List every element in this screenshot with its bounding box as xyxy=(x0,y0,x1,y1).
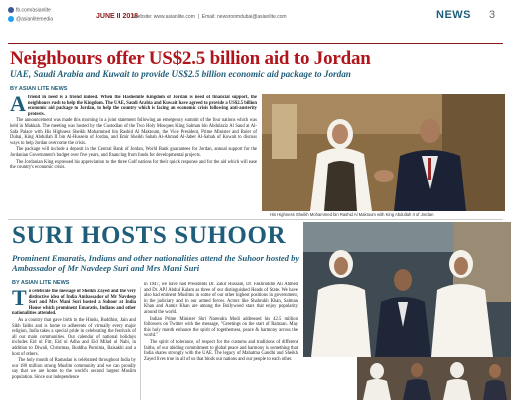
story1-photo xyxy=(262,94,505,211)
story2-dropcap: T xyxy=(12,289,27,310)
story1-paragraph: The announcement was made this morning in a joint statement following an emergency summit of the four nations which was held in Makkah. The meeting was hosted by the Custodian of the Two Holy Mosques King Salman bin Abdulaziz Al Saud at Al-Safa Palace with His Highness Sheikh Mohammed bin Rashid Al Maktoum, the Vice President, Prime Minister and Ruler of Dubai, King Abdullah II bin Al-Hussein of Jordan, and Emir Sheikh Sabah Al-Ahmad Al-Jaber Al-Sabah of Kuwait to discuss ways to help Jordan overcome the crisis. xyxy=(10,118,257,146)
story2-photo-secondary xyxy=(357,357,511,400)
story1-lead: friend in need is a friend indeed. When the Hashemite Kingdom of Jordan is need of financial support, the neighbours rush to help the Kingdom. The UAE, Saudi Arabia and Kuwait have agreed to provide a US$2.5 billion economic aid package to Jordan, to help the country which is facing an economic crisis following anti-austerity protests. xyxy=(27,95,257,117)
story2-subheadline: Prominent Emaratis, Indians and other nationalities attend the Suhoor hosted by Ambassador of Mr Navdeep Suri and Mrs Mani Suri xyxy=(12,253,300,273)
story2-photo xyxy=(303,222,511,357)
email-text: Email: newsroomdubai@asianlite.com xyxy=(201,14,287,20)
story2-byline: BY ASIAN LITE NEWS xyxy=(12,280,70,286)
photo-suhoor-guests xyxy=(303,222,511,357)
story2-paragraph: The spirit of tolerance, of respect for the customs and traditions of different faiths, of our abiding commitment to global peace and harmony is something that India shares strongly with the UAE. The legacy of Mahatma Gandhi and Sheikh Zayed lives true in all of us that binds our nations and our people to each other. xyxy=(144,339,298,362)
story2-column1 xyxy=(12,289,136,400)
story2-paragraph: in 1947, we have had Presidents Dr. Zakir Hussain, Dr. Fakhruddin Ali Ahmed and Dr. APJ Abdul Kalam as three of our distinguished Heads of State. We have also had eminent Muslims in some of our other highest positions in government, in the judiciary and in our armed forces. Actors like Shahrukh Khan, Salman Khan and Aamir Khan are among the Bollywood stars that enjoy popularity around the world. xyxy=(144,282,298,315)
photo-guests-group xyxy=(357,357,511,400)
story1-photo-caption: His Highness Sheikh Mohammed bin Rashid Al Maktoum with King Abdullah II of Jordan xyxy=(270,212,434,217)
website-text: Website: www.asianlite.com xyxy=(133,14,195,20)
story1-headline: Neighbours offer US$2.5 billion aid to Jordan xyxy=(10,48,371,69)
story2-column2 xyxy=(144,282,298,400)
story1-paragraph: The Jordanian King expressed his appreciation to the three Gulf nations for their quick response and for the aid which will ease the country's economic crisis. xyxy=(10,159,257,171)
story2-headline: SURI HOSTS SUHOOR xyxy=(12,222,287,249)
facebook-handle: fb.com/asianlite xyxy=(16,7,51,14)
story2-paragraph: The holy month of Ramadan is celebrated throughout India by our 180 million strong Muslim community and we can proudly say that we are home to the world's second largest Muslim population. Since our independence xyxy=(12,358,136,380)
page-number: 3 xyxy=(489,9,496,21)
twitter-icon xyxy=(8,16,14,22)
story2-lead: o celebrate the message of Sheikh Zayed and the very distinctive idea of India Ambassador of Mr Navdeep Suri and Mrs Mani Suri hosted a Suhoor at India House which prominent Emaratis, Indians and other nationalities attended. xyxy=(12,289,136,317)
masthead xyxy=(8,6,503,38)
website-email: Website: www.asianlite.com | Email: newsroomdubai@asianlite.com xyxy=(133,14,287,20)
story1-subheadline: UAE, Saudi Arabia and Kuwait to provide US$2.5 billion economic aid package to Jordan xyxy=(10,69,351,79)
story1-dropcap: A xyxy=(10,95,26,116)
masthead-divider xyxy=(8,43,503,44)
story2-paragraph: Indian Prime Minister Shri Narendra Modi addressed his 42.5 million followers on Twitter with the message, "Greetings on the start of Ramzan. May this holy month enhance the spirit of togetherness, peace & harmony across the world." xyxy=(144,316,298,339)
section-label: NEWS xyxy=(436,9,471,21)
twitter-link[interactable] xyxy=(8,16,53,22)
facebook-icon xyxy=(8,7,14,13)
story2-paragraph: As a country that gave birth to the Hindu, Buddhist, Jain and Sikh faiths and is home to adherents of virtually every major religion, India takes a special pride in celebrating the festivals of all our main communities. Our calendar of national holidays includes Eid ul Fitr, Eid ul Adha and Eid Milad ul Nabi, in addition to Diwali, Christmas, Buddha Purnima, Baisakhi and a host of others. xyxy=(12,317,136,357)
story1-paragraph: The package will include a deposit in the Central Bank of Jordan, World Bank guarantees for Jordan, annual support for the Jordanian Government's budget over five years, and financing from funds for developmental projects. xyxy=(10,147,257,158)
story-divider xyxy=(8,219,503,220)
twitter-handle: @asianlitemedia xyxy=(16,16,54,23)
story1-byline: BY ASIAN LITE NEWS xyxy=(10,86,68,92)
column-divider xyxy=(140,287,141,400)
facebook-link[interactable] xyxy=(8,7,51,13)
photo-leaders-meeting xyxy=(262,94,505,211)
story1-body xyxy=(10,95,257,219)
issue-date: JUNE II 2018 xyxy=(96,13,139,20)
